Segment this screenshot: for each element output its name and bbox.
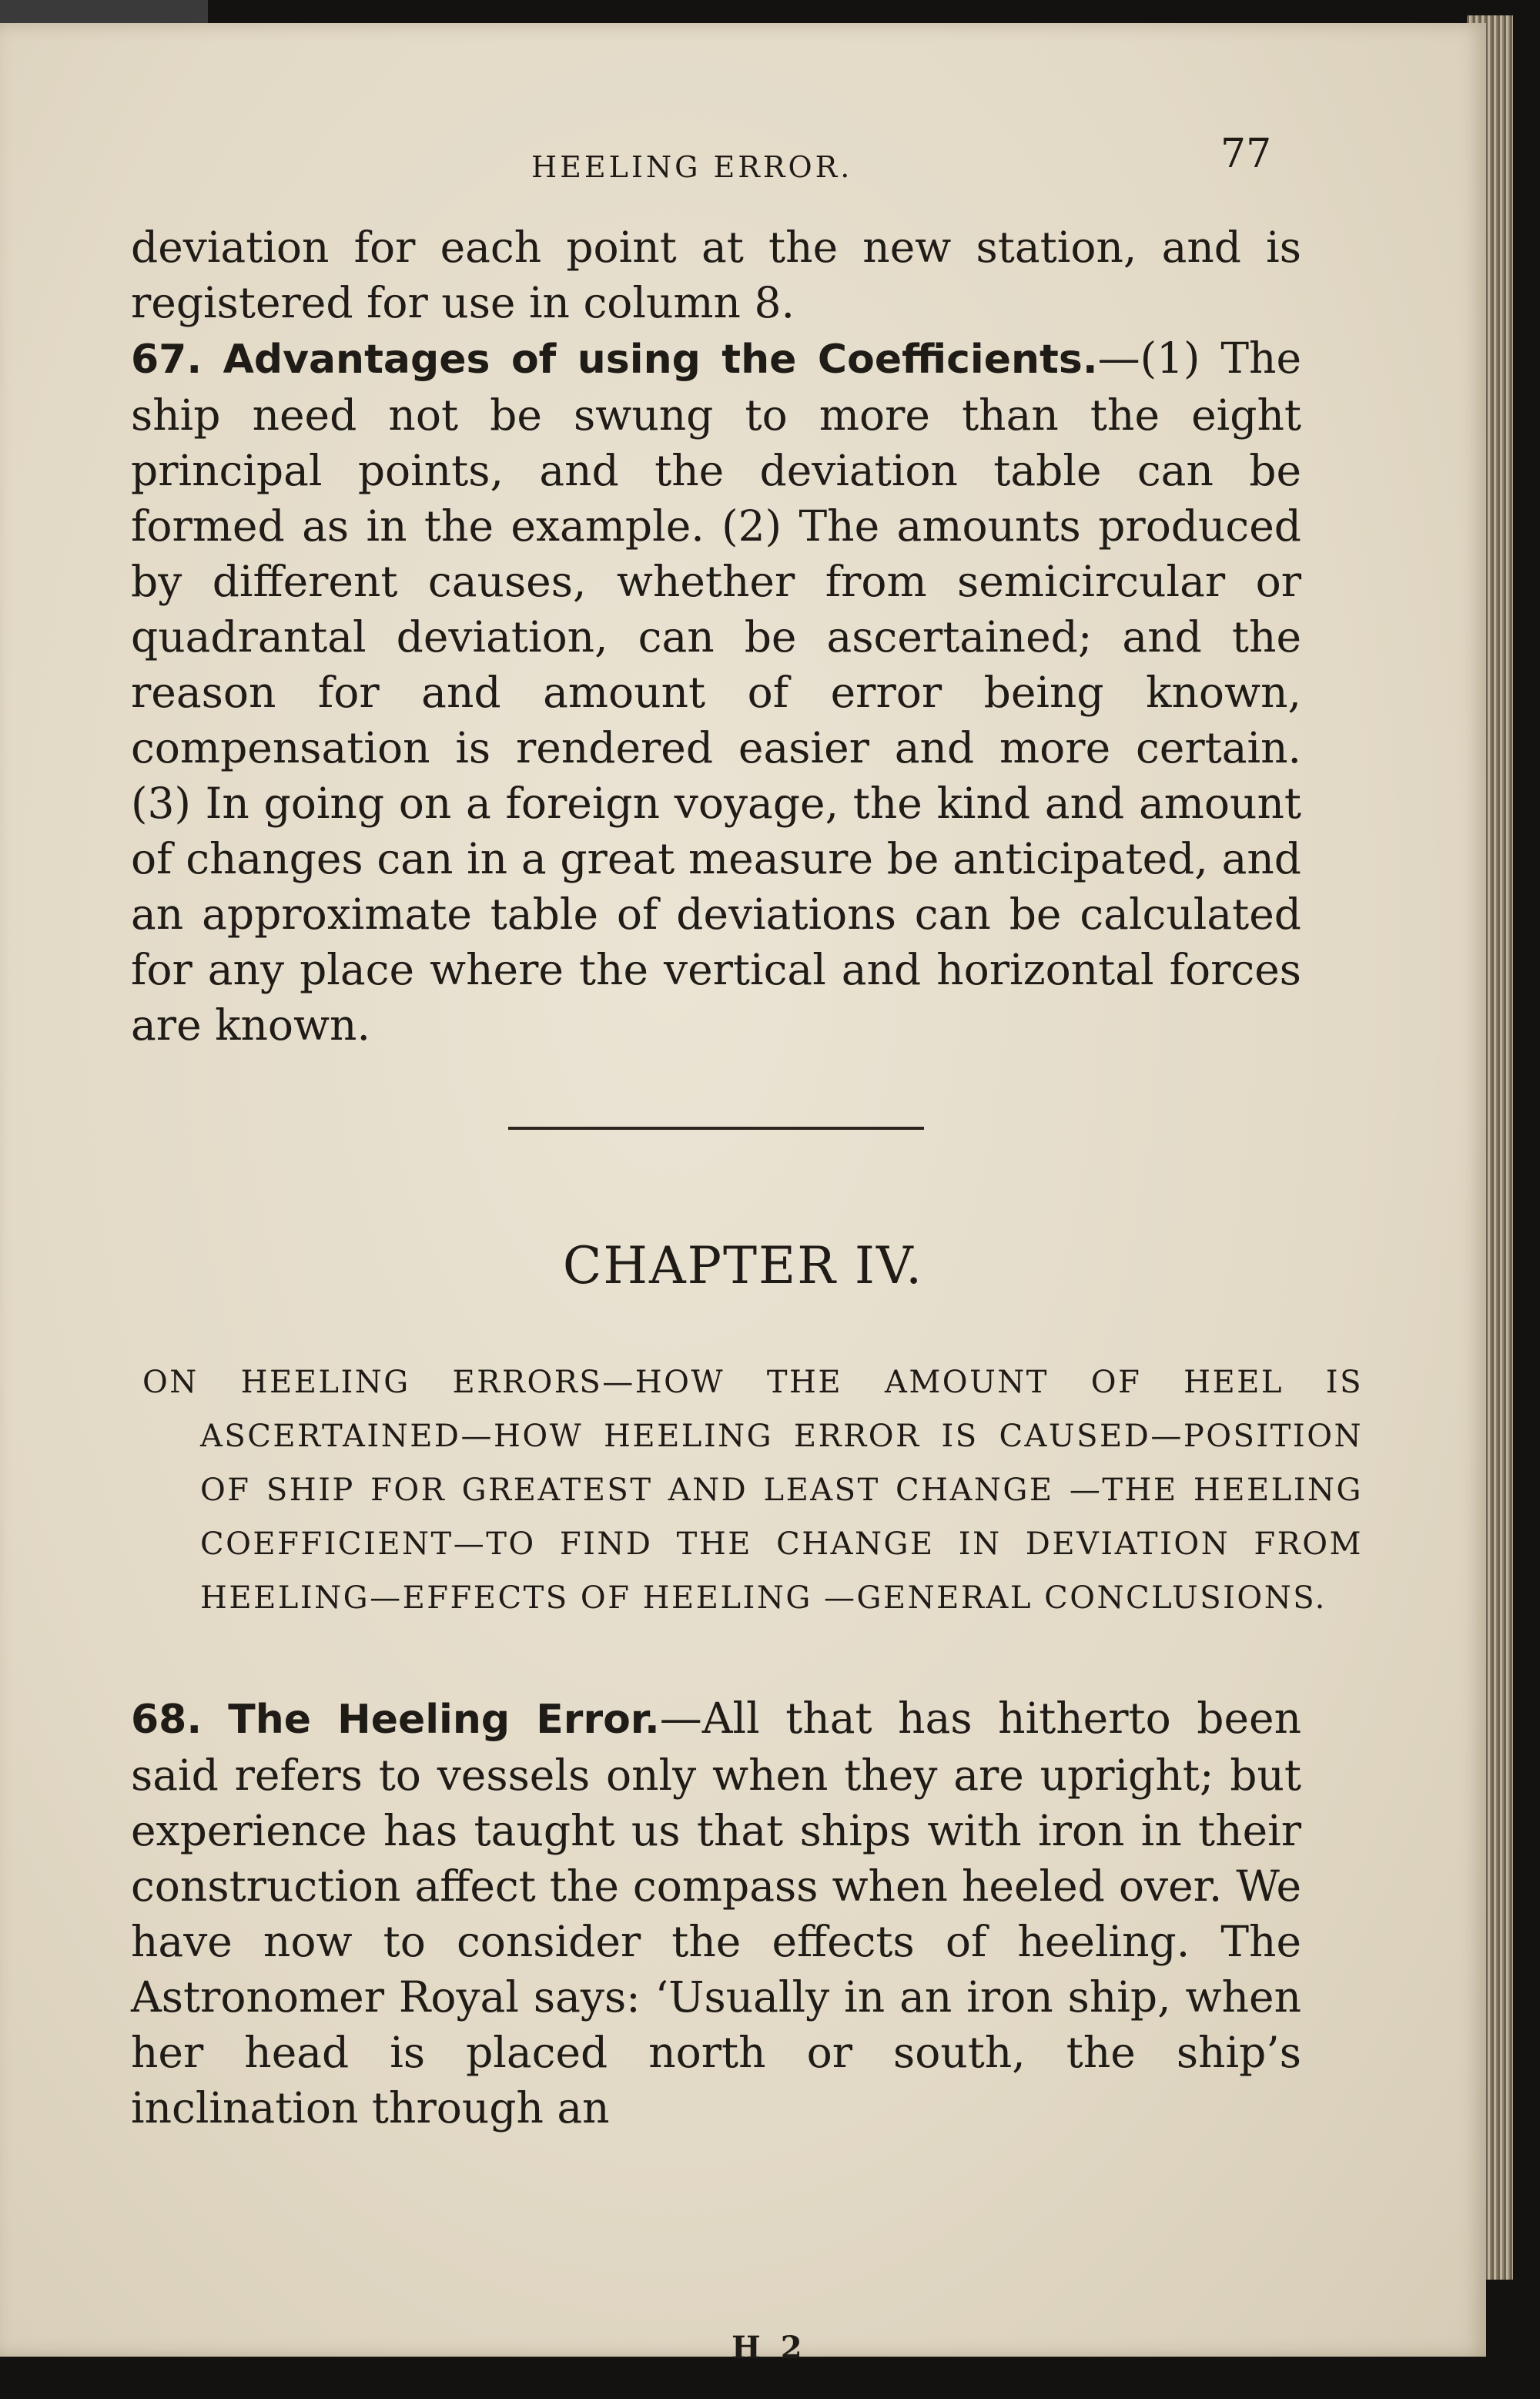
- paragraph-68: [131, 1690, 1301, 2136]
- chapter-title: CHAPTER IV.: [562, 1236, 924, 1295]
- section-67-heading: 67. Advantages of using the Coefficients.: [131, 337, 1098, 383]
- page-number: 77: [1220, 131, 1272, 177]
- lower-text: [131, 1690, 1301, 2136]
- book-page: [0, 23, 1486, 2366]
- paragraph-67: [131, 330, 1301, 1053]
- section-67-text: —(1) The ship need not be swung to more than the eight principal points, and the deviation table can be formed as in the example. (2) The amounts produced by different causes, whether from semicircular or quadrantal deviation, can be ascertained; and the reason for and amount of error being known, compensation is rendered easier and more certain. (3) In going on a foreign voyage, the kind and amount of changes can in a great measure be anticipated, and an approximate table of deviations can be calculated for any place where the vertical and horizontal forces are known.: [131, 333, 1302, 1050]
- paragraph-continuation: deviation for each point at the new station, and is registered for use in column 8.: [131, 223, 1301, 327]
- section-68-heading: 68. The Heeling Error.: [131, 1697, 660, 1743]
- upper-text: [131, 219, 1301, 1053]
- section-68-text: —All that has hitherto been said refers to vessels only when they are upright; but experience has taught us that ships with iron in their construction affect the compass when heeled over. We have now to consider the effects of heeling. The Astronomer Royal says: ‘Usually in an iron ship, when her head is placed north or south, the ship’s inclination through an: [131, 1694, 1301, 2133]
- running-head: HEELING ERROR.: [531, 150, 853, 184]
- chapter-summary: ON HEELING ERRORS—HOW THE AMOUNT OF HEEL IS ASCERTAINED—HOW HEELING ERROR IS CAUSED—POSITION OF SHIP FOR GREATEST AND LEAST CHANGE —THE HEELING COEFFICIENT—TO FIND THE CHANGE IN DEVIATION FROM HEELING—EFFECTS OF HEELING —GENERAL CONCLUSIONS.: [142, 1365, 1363, 1616]
- signature-mark: H 2: [732, 2330, 807, 2366]
- section-divider: [508, 1127, 924, 1130]
